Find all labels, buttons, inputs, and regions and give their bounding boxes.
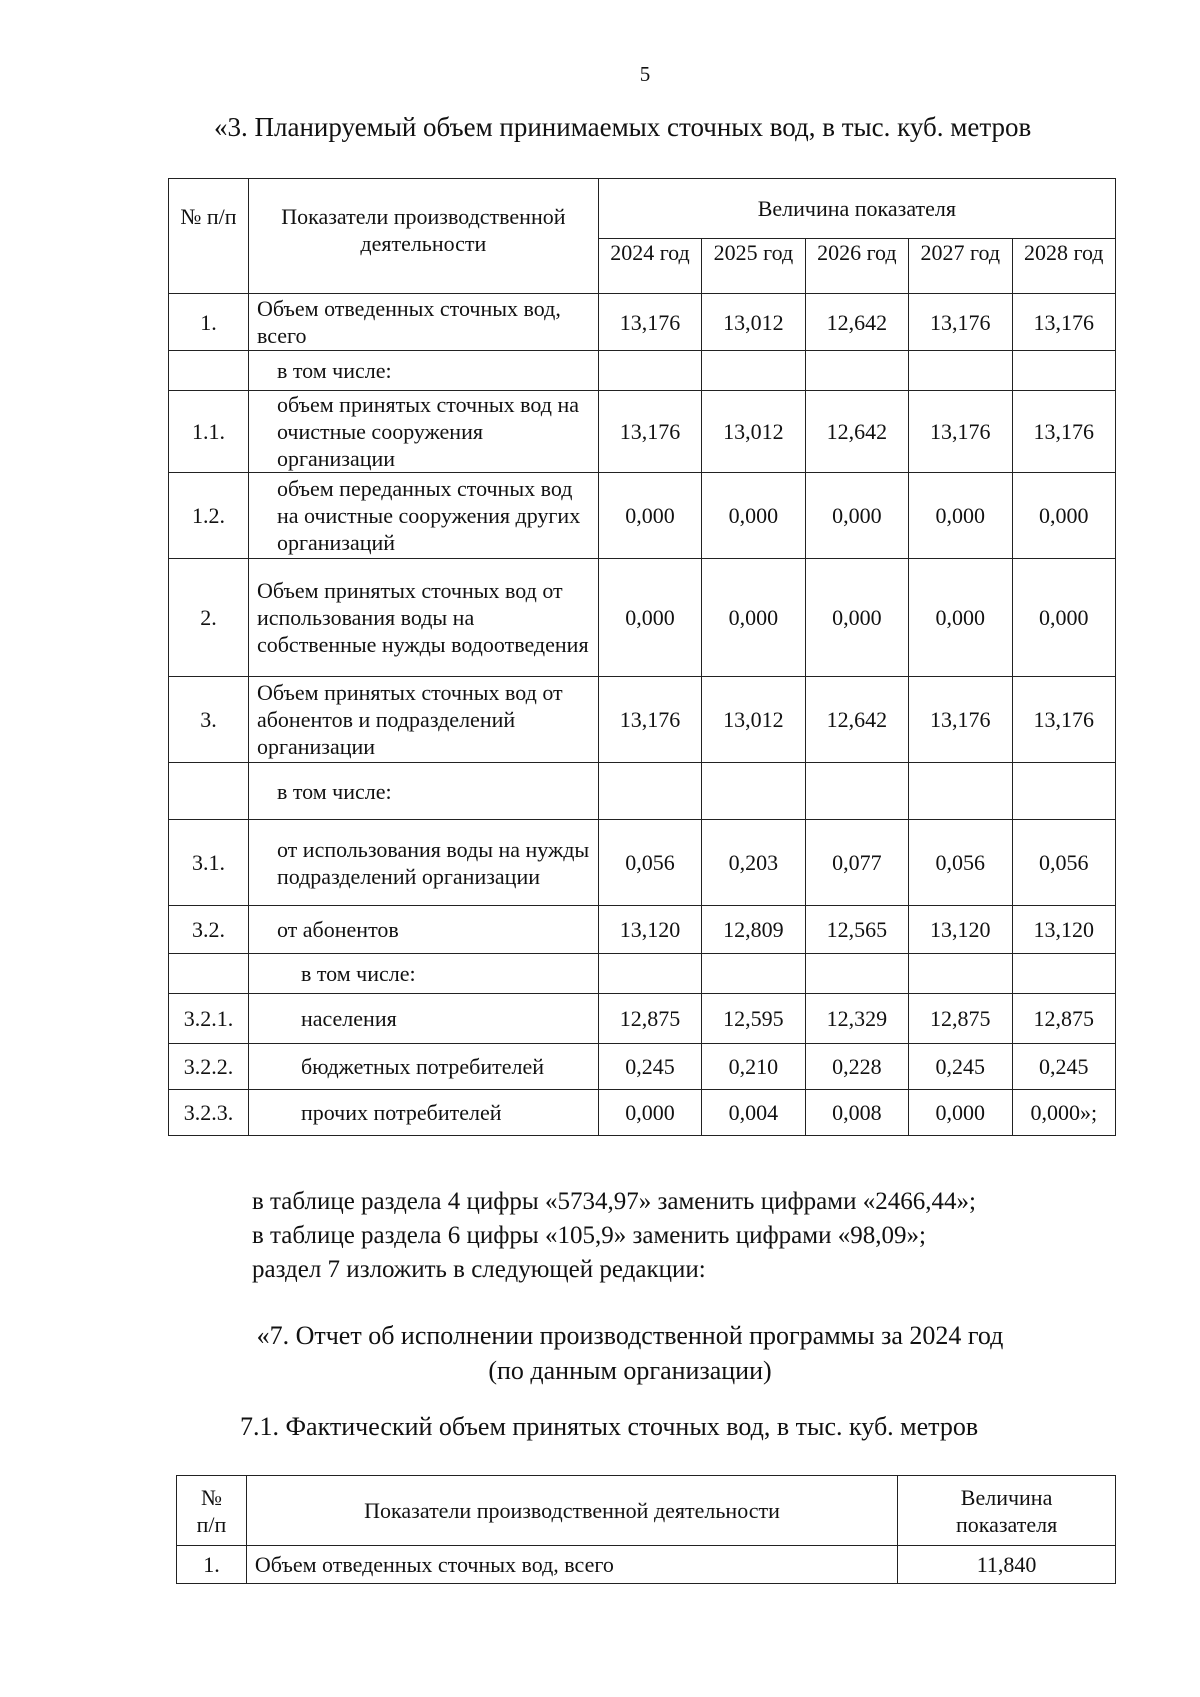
header-indicator: Показатели производственной деятельности [246,1476,897,1546]
row-value: 0,000 [702,473,805,559]
row-value: 12,642 [805,391,908,473]
row-value: 13,176 [909,677,1012,763]
row-value [805,351,908,391]
header-year: 2026 год [805,239,908,294]
row-value [598,351,701,391]
row-value [702,763,805,820]
row-label: Объем принятых сточных вод от использования воды на собственные нужды водоотведения [248,559,598,677]
table-row [169,820,1116,906]
row-value: 0,000 [909,559,1012,677]
table-row [169,677,1116,763]
row-value: 13,176 [598,677,701,763]
row-label: Объем принятых сточных вод от абонентов и подразделений организации [248,677,598,763]
section-7-title-line1: «7. Отчет об исполнении производственной программы за 2024 год [256,1321,1004,1350]
row-num: 2. [169,559,249,677]
row-value [1012,351,1116,391]
row-value: 13,120 [1012,906,1116,954]
row-value [909,763,1012,820]
row-label: в том числе: [248,351,598,391]
row-value: 13,176 [909,391,1012,473]
page-number: 5 [639,62,651,86]
header-num-line1: № [200,1484,222,1510]
row-value: 12,875 [598,994,701,1044]
header-num [177,1476,247,1546]
table-row [169,473,1116,559]
row-value: 0,000 [805,559,908,677]
row-value: 0,000 [702,559,805,677]
row-value [702,351,805,391]
row-value: 0,245 [909,1044,1012,1090]
row-num [169,351,249,391]
row-value [805,954,908,994]
row-value: 0,000 [598,559,701,677]
header-value: Величина показателя [598,179,1115,239]
table-row [169,994,1116,1044]
row-label: прочих потребителей [248,1090,598,1136]
row-num: 3.2.2. [169,1044,249,1090]
row-label: Объем отведенных сточных вод, всего [246,1546,897,1584]
row-value [1012,954,1116,994]
table-row [169,763,1116,820]
row-label: объем переданных сточных вод на очистные сооружения других организаций [248,473,598,559]
row-label: в том числе: [248,954,598,994]
row-value: 0,056 [909,820,1012,906]
table-row [169,294,1116,351]
row-value: 0,210 [702,1044,805,1090]
table-row [169,559,1116,677]
header-num-line2: п/п [196,1511,227,1537]
actual-volume-table [176,1475,1116,1584]
row-value: 0,056 [598,820,701,906]
row-value [1012,763,1116,820]
row-num: 1.2. [169,473,249,559]
row-value: 0,000 [805,473,908,559]
row-label: от абонентов [248,906,598,954]
row-value: 0,004 [702,1090,805,1136]
paragraph-section-7: раздел 7 изложить в следующей редакции: [252,1256,706,1283]
table-row [169,1044,1116,1090]
row-value: 13,176 [909,294,1012,351]
row-num: 3. [169,677,249,763]
row-value: 13,176 [1012,391,1116,473]
row-value: 13,012 [702,294,805,351]
row-value: 11,840 [898,1546,1116,1584]
row-value: 12,875 [909,994,1012,1044]
header-year: 2028 год [1012,239,1116,294]
header-num: № п/п [169,179,249,294]
header-value [898,1476,1116,1546]
header-value-line1: Величина [960,1484,1053,1510]
table-row [169,351,1116,391]
row-label: Объем отведенных сточных вод, всего [248,294,598,351]
section-7-title [215,1318,1045,1388]
row-value: 12,329 [805,994,908,1044]
row-value: 12,565 [805,906,908,954]
header-year: 2027 год [909,239,1012,294]
row-value: 0,000 [1012,473,1116,559]
row-num: 3.2.3. [169,1090,249,1136]
row-num: 3.2. [169,906,249,954]
row-value: 12,875 [1012,994,1116,1044]
section-7-1-title: 7.1. Фактический объем принятых сточных вод, в тыс. куб. метров [240,1412,979,1441]
row-num [169,763,249,820]
table-row [169,954,1116,994]
row-value: 13,012 [702,391,805,473]
row-value: 0,056 [1012,820,1116,906]
row-num [169,954,249,994]
table-row [169,391,1116,473]
row-value: 0,245 [1012,1044,1116,1090]
row-value: 0,000 [909,1090,1012,1136]
row-num: 1.1. [169,391,249,473]
table-row [169,906,1116,954]
planned-volume-table [168,178,1116,1136]
header-indicator: Показатели производственной деятельности [248,179,598,294]
row-label: от использования воды на нужды подразделений организации [248,820,598,906]
row-value: 0,000 [909,473,1012,559]
row-num: 3.1. [169,820,249,906]
row-value: 0,228 [805,1044,908,1090]
row-label: в том числе: [248,763,598,820]
row-value: 0,000 [598,1090,701,1136]
paragraph-section-4: в таблице раздела 4 цифры «5734,97» заменить цифрами «2466,44»; [252,1188,976,1215]
row-num: 1. [169,294,249,351]
row-value: 12,809 [702,906,805,954]
row-label: населения [248,994,598,1044]
row-value: 13,176 [1012,677,1116,763]
section-3-title: «3. Планируемый объем принимаемых сточных вод, в тыс. куб. метров [214,112,1032,142]
row-value: 12,595 [702,994,805,1044]
row-num: 3.2.1. [169,994,249,1044]
row-value [909,351,1012,391]
row-label: бюджетных потребителей [248,1044,598,1090]
section-7-title-line2: (по данным организации) [488,1356,772,1385]
header-year: 2024 год [598,239,701,294]
row-value: 12,642 [805,294,908,351]
row-value: 12,642 [805,677,908,763]
row-value: 0,008 [805,1090,908,1136]
row-value: 0,000»; [1012,1090,1116,1136]
row-value: 0,203 [702,820,805,906]
row-value: 13,176 [1012,294,1116,351]
row-value [598,954,701,994]
row-value [598,763,701,820]
row-value: 13,176 [598,294,701,351]
row-value: 0,245 [598,1044,701,1090]
paragraph-section-6: в таблице раздела 6 цифры «105,9» заменить цифрами «98,09»; [252,1222,926,1249]
row-label: объем принятых сточных вод на очистные сооружения организации [248,391,598,473]
row-value [909,954,1012,994]
row-value: 0,077 [805,820,908,906]
row-value: 13,012 [702,677,805,763]
header-year: 2025 год [702,239,805,294]
row-value [805,763,908,820]
row-value: 13,176 [598,391,701,473]
header-value-line2: показателя [955,1511,1058,1537]
row-value: 0,000 [1012,559,1116,677]
row-value [702,954,805,994]
table-row [169,1090,1116,1136]
row-value: 0,000 [598,473,701,559]
row-value: 13,120 [909,906,1012,954]
row-num: 1. [177,1546,247,1584]
row-value: 13,120 [598,906,701,954]
